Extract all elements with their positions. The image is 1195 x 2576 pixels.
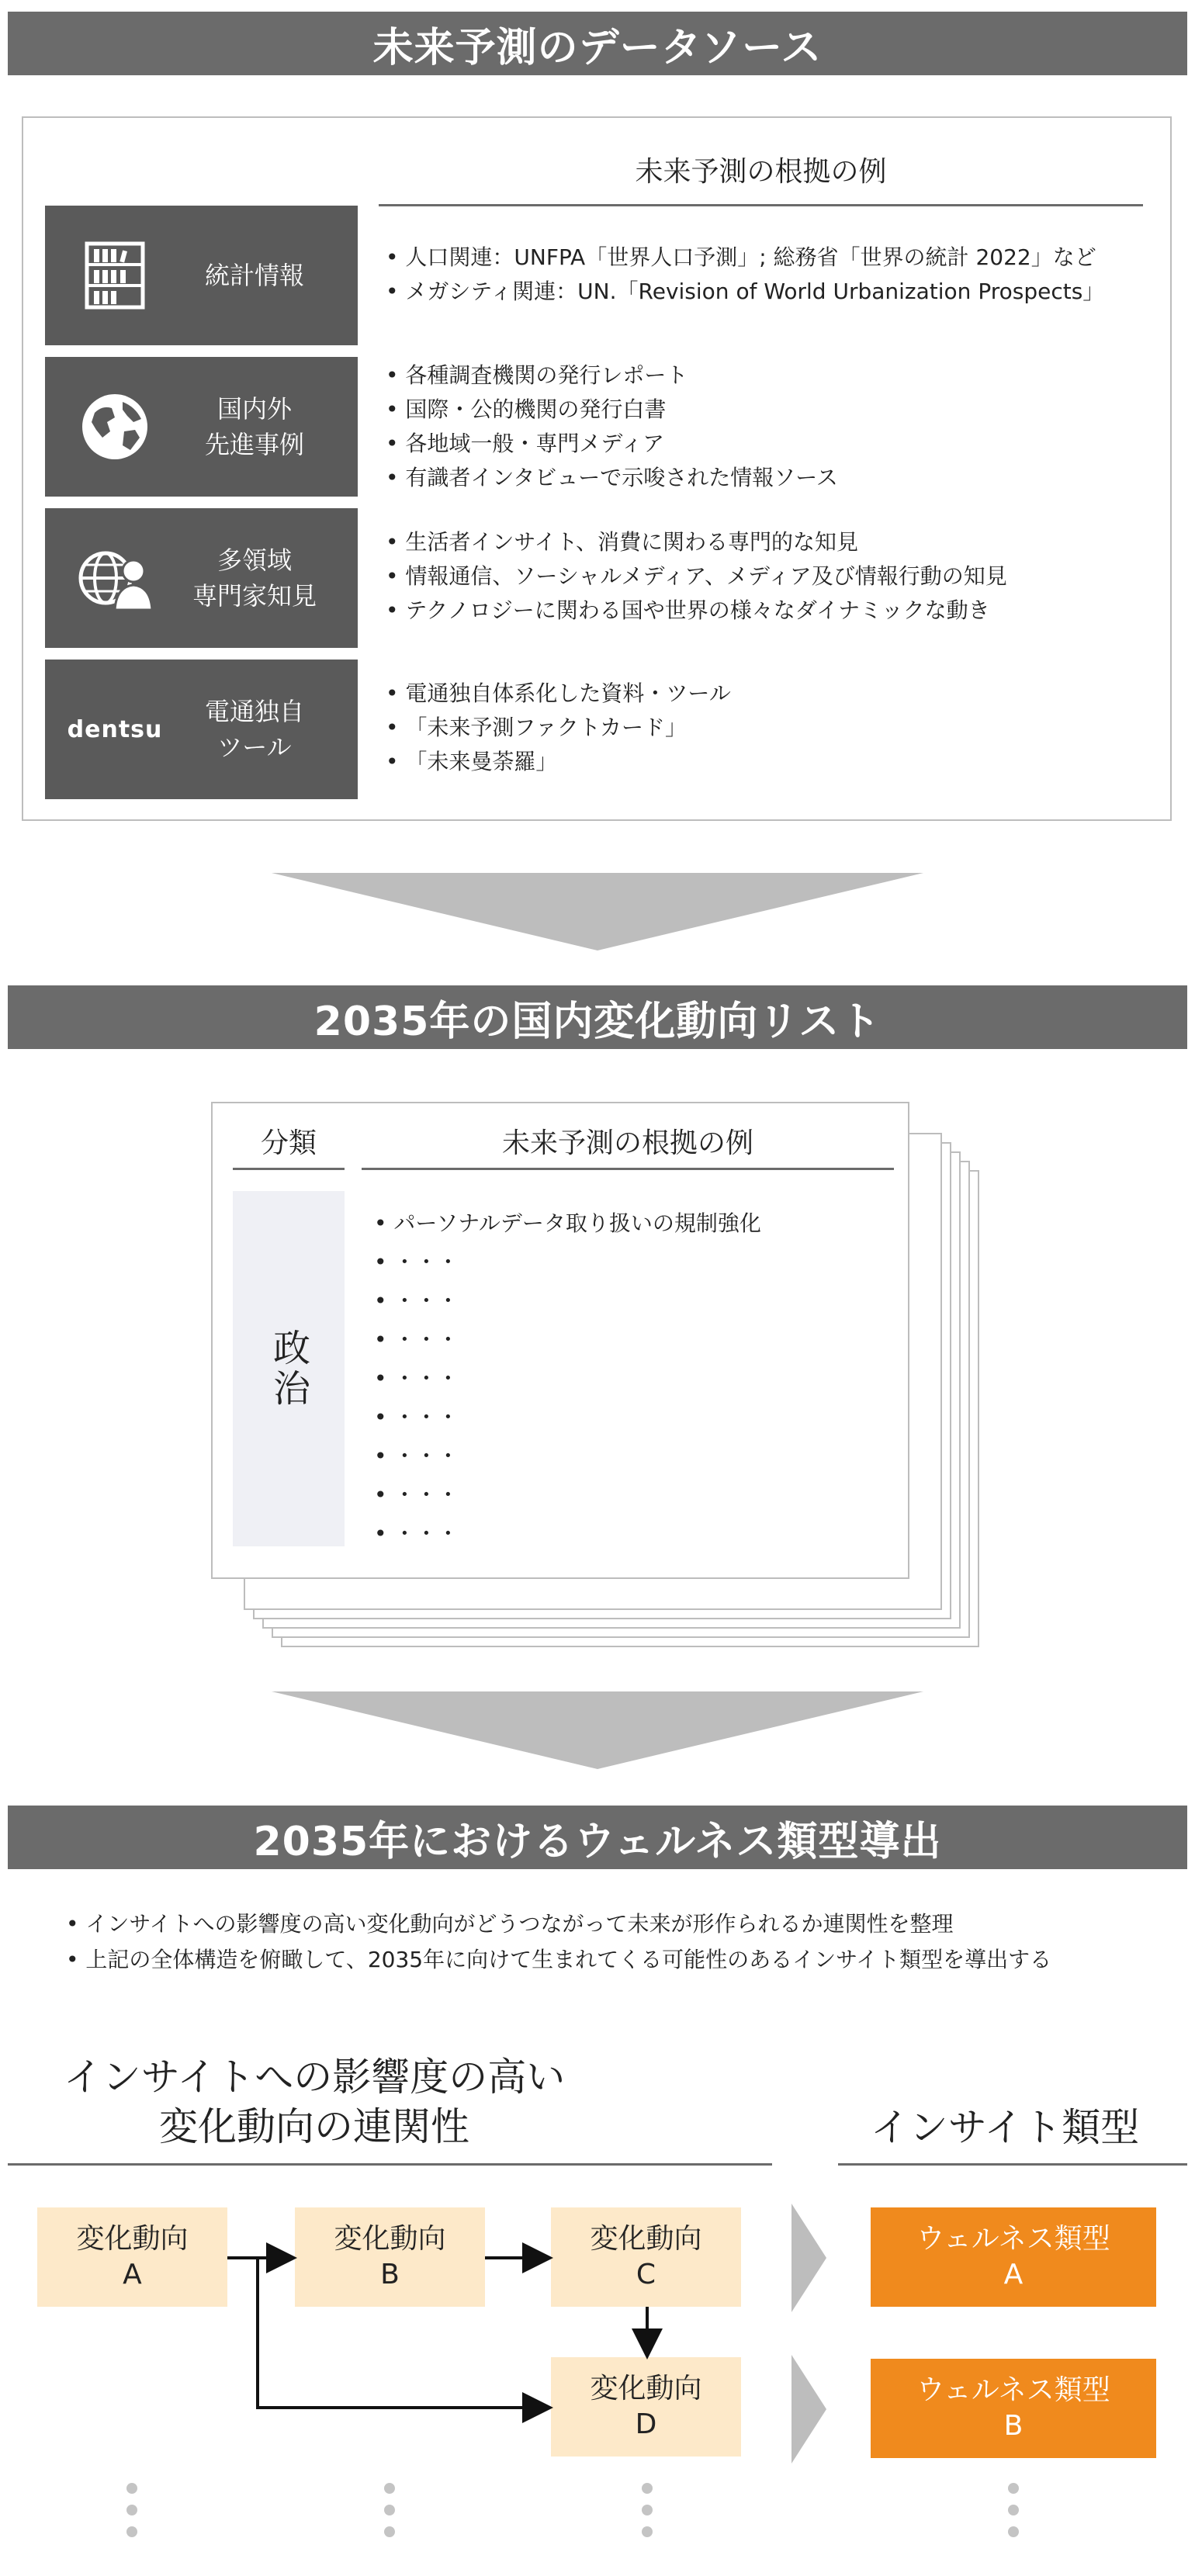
continuation-dot [642,2526,653,2537]
bullet: • メガシティ関連：UN.「Revision of World Urbanization Prospects」 [386,275,1104,309]
trend-c: 変化動向 C [551,2207,741,2307]
linkage-header-line1: インサイトへの影響度の高い [63,2055,566,2100]
bullet: • テクノロジーに関わる国や世界の様々なダイナミックな動き [386,594,1007,628]
list-item: • ・・・ [374,1401,459,1432]
trend-d: 変化動向 D [551,2357,741,2457]
section1-title: 未来予測のデータソース [8,12,1187,75]
continuation-dot [384,2526,395,2537]
bullet: • 人口関連：UNFPA「世界人口予測」; 総務省「世界の統計 2022」など [386,241,1104,275]
bullet: • 情報通信、ソーシャルメディア、メディア及び情報行動の知見 [386,559,1007,594]
wellness-type-b: ウェルネス類型 B [871,2359,1156,2458]
bullet: • 「未来曼荼羅」 [386,745,731,779]
list-item: • ・・・ [374,1478,459,1509]
wellness-type-a: ウェルネス類型 A [871,2207,1156,2307]
section2-title: 2035年の国内変化動向リスト [8,985,1187,1049]
category-header: 分類 [260,1127,317,1159]
continuation-dot [1008,2483,1019,2494]
list-item: • ・・・ [374,1323,459,1354]
column-header: 未来予測の根拠の例 [635,156,887,188]
bullet: • 各種調査機関の発行レポート [386,358,838,393]
bullet: • 上記の全体構造を俯瞰して、2035年に向けて生まれてくる可能性のあるインサイト類型を導出する [66,1942,1051,1978]
continuation-dot [384,2505,395,2515]
bullet: • 「未来予測ファクトカード」 [386,711,731,745]
continuation-dot [1008,2505,1019,2515]
trend-b: 変化動向 B [295,2207,485,2307]
continuation-dot [642,2483,653,2494]
continuation-dot [126,2505,137,2515]
bullet: • 生活者インサイト、消費に関わる専門的な知見 [386,525,1007,559]
bullet: • 有識者インタビューで示唆された情報ソース [386,461,838,495]
source-label: 多領域 専門家知見 [192,545,317,611]
dentsu-logo-text: dentsu [67,715,163,743]
source-label: 電通独自 ツール [204,697,304,762]
list-item: • パーソナルデータ取り扱いの規制強化 [374,1207,761,1238]
continuation-dot [126,2483,137,2494]
section3-title: 2035年におけるウェルネス類型導出 [8,1806,1187,1869]
linkage-header-line2: 変化動向の連関性 [159,2104,469,2149]
bullet: • 電通独自体系化した資料・ツール [386,677,731,711]
continuation-dot [1008,2526,1019,2537]
trend-a: 変化動向 A [37,2207,227,2307]
list-item: • ・・・ [374,1362,459,1393]
insight-type-header: インサイト類型 [870,2105,1140,2150]
continuation-dot [384,2483,395,2494]
list-item: • ・・・ [374,1517,459,1548]
category-politics: 政治 [266,1328,310,1409]
examples-header: 未来予測の根拠の例 [501,1127,753,1159]
source-label: 国内外 先進事例 [204,394,304,459]
bullet: • 各地域一般・専門メディア [386,427,838,461]
continuation-dot [126,2526,137,2537]
list-item: • ・・・ [374,1439,459,1470]
bullet: • 国際・公的機関の発行白書 [386,393,838,427]
continuation-dot [642,2505,653,2515]
source-label: 統計情報 [204,261,304,290]
list-item: • ・・・ [374,1284,459,1315]
list-item: • ・・・ [374,1245,459,1276]
bullet: • インサイトへの影響度の高い変化動向がどうつながって未来が形作られるか連関性を整理 [66,1906,1051,1942]
